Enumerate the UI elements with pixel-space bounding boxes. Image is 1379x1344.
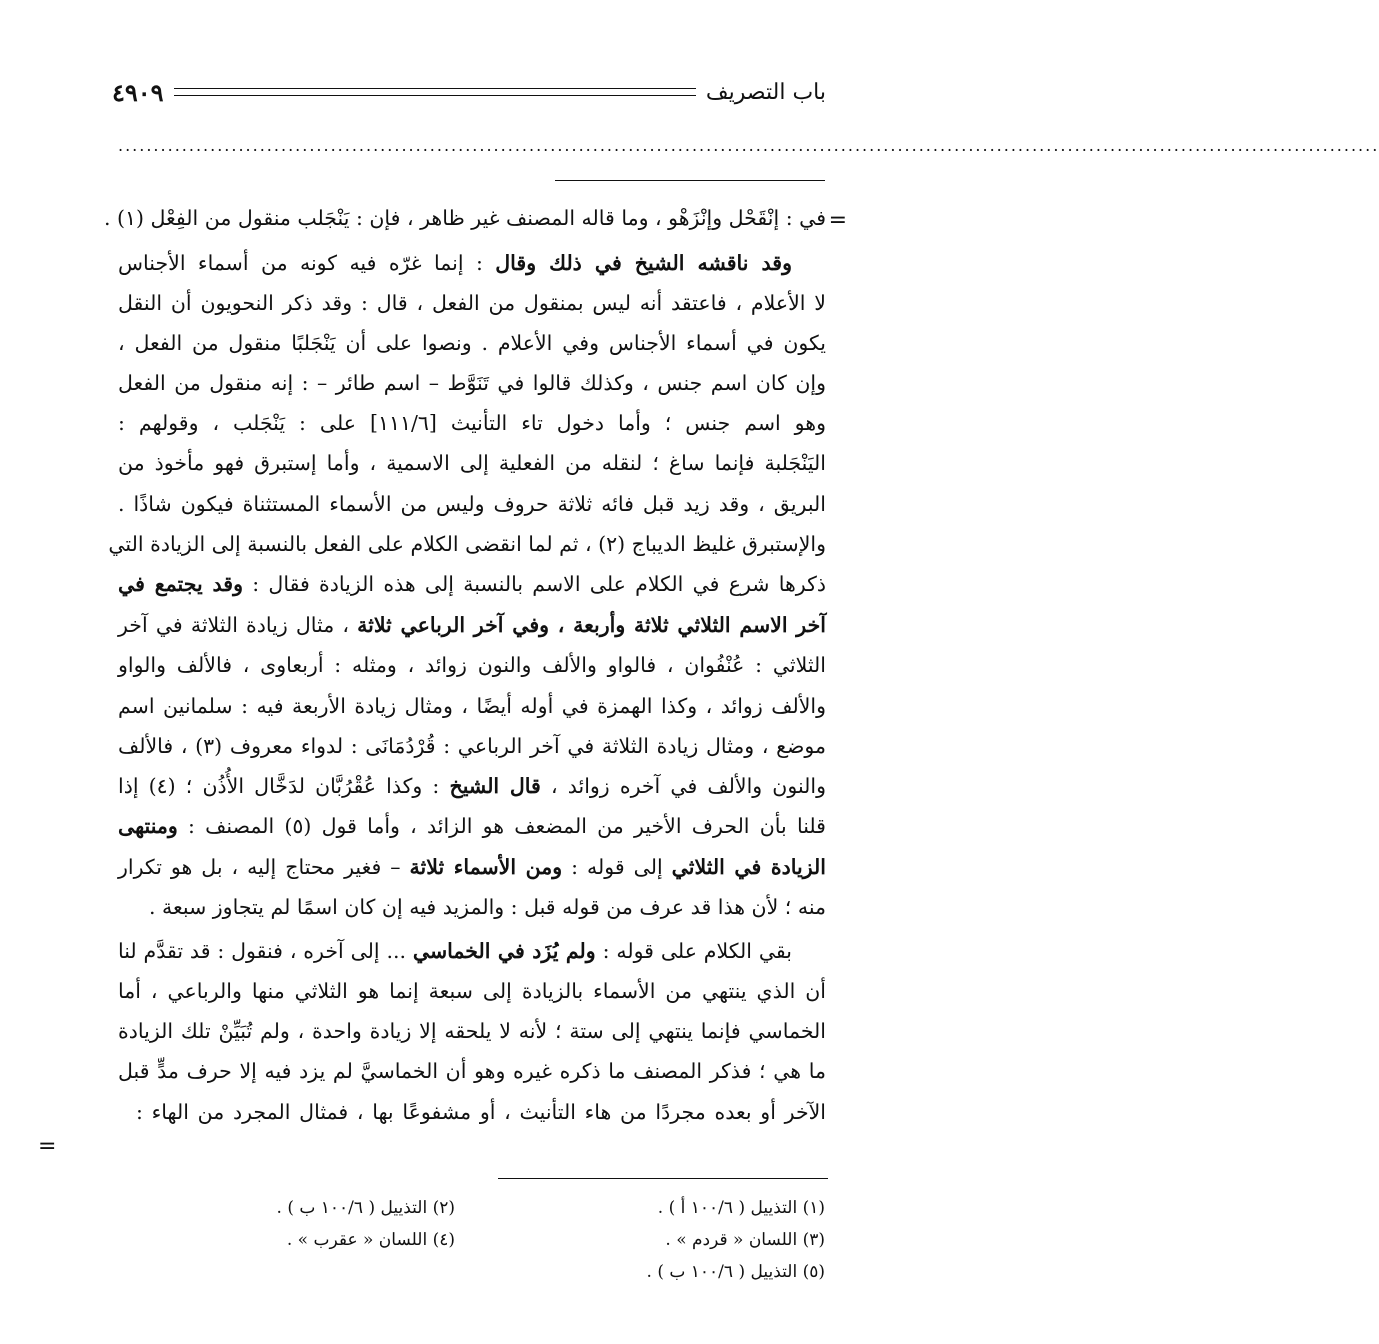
text-line: منه ؛ لأن هذا قد عرف من قوله قبل : والمزيد فيه إن كان اسمًا لم يتجاوز سبعة . bbox=[148, 895, 826, 919]
text-line: ما هي ؛ فذكر المصنف ما ذكره غيره وهو أن الخماسيَّ لم يزد فيه إلا حرف مدٍّ قبل bbox=[118, 1059, 826, 1083]
text-line: البريق ، وقد زيد قبل فائه ثلاثة حروف وليس من الأسماء المستثناة فيكون شاذًا . bbox=[118, 492, 826, 516]
text-line: الخماسي فإنما ينتهي إلى ستة ؛ لأنه لا يلحقه إلا زيادة واحدة ، ولم تُبَيِّنْ تلك الزيادة bbox=[118, 1019, 826, 1043]
text-line: والألف زوائد ، وكذا الهمزة في أوله أيضًا ، ومثال زيادة الأربعة فيه : سلمانين اسم bbox=[118, 694, 826, 718]
footnote-rule bbox=[498, 1178, 828, 1179]
footnote: (٥) التذييل ( ١٠٠/٦ ب ) . bbox=[646, 1262, 825, 1282]
header-double-rule bbox=[174, 88, 696, 96]
text-line: موضع ، ومثال زيادة الثلاثة في آخر الرباعي : قُرْدُمَانَى : لدواء معروف (٣) ، فالألف bbox=[118, 734, 826, 758]
text-line: ذكرها شرع في الكلام على الاسم بالنسبة إلى هذه الزيادة فقال : وقد يجتمع في bbox=[118, 572, 826, 596]
text-line: والنون والألف في آخره زوائد ، قال الشيخ : وكذا عُقْرُبَّان لدَخَّال الأُذُن ؛ (٤) إذا bbox=[118, 774, 826, 798]
text-line: اليَنْجَلبة فإنما ساغ ؛ لنقله من الفعلية إلى الاسمية ، وأما إستبرق فهو مأخوذ من bbox=[118, 451, 826, 475]
continuation-rule bbox=[555, 180, 825, 181]
text-line: والإستبرق غليظ الديباج (٢) ، ثم لما انقضى الكلام على الفعل بالنسبة إلى الزيادة التي bbox=[108, 532, 826, 556]
text-line: في : إنْقَحْل وإنْزَهْو ، وما قاله المصنف غير ظاهر ، فإن : يَنْجَلب منقول من الفِعْل (١) . bbox=[103, 206, 826, 230]
page-number: ٤٩٠٩ bbox=[112, 77, 164, 107]
text-line: أن الذي ينتهي من الأسماء بالزيادة إلى سبعة إنما هو الثلاثي منها والرباعي ، أما bbox=[118, 979, 826, 1003]
text-line: وقد ناقشه الشيخ في ذلك وقال : إنما غرّه فيه كونه من أسماء الأجناس bbox=[118, 251, 793, 275]
text-line: آخر الاسم الثلاثي ثلاثة وأربعة ، وفي آخر الرباعي ثلاثة ، مثال زيادة الثلاثة في آخر bbox=[118, 613, 826, 637]
chapter-title: باب التصريف bbox=[705, 79, 826, 105]
dotted-separator: .................................................................................................................................................................................. bbox=[118, 136, 1379, 155]
running-header bbox=[112, 74, 826, 110]
footnote: (١) التذييل ( ١٠٠/٦ أ ) . bbox=[657, 1198, 825, 1218]
text-line: وهو اسم جنس ؛ وأما دخول تاء التأنيث [١١١/٦] على : يَنْجَلب ، وقولهم : bbox=[118, 411, 826, 435]
text-line: الثلاثي : عُنْفُوان ، فالواو والألف والنون زوائد ، ومثله : أربعاوى ، فالألف والواو bbox=[118, 653, 826, 677]
footnote: (٢) التذييل ( ١٠٠/٦ ب ) . bbox=[276, 1198, 455, 1218]
text-line: الزيادة في الثلاثي إلى قوله : ومن الأسماء ثلاثة – فغير محتاج إليه ، بل هو تكرار bbox=[118, 855, 826, 879]
text-line: يكون في أسماء الأجناس وفي الأعلام . ونصوا على أن يَنْجَلبًا منقول من الفعل ، bbox=[118, 331, 826, 355]
text-line: بقي الكلام على قوله : ولم يُزَد في الخماسي ... إلى آخره ، فنقول : قد تقدَّم لنا bbox=[118, 939, 792, 963]
footnote: (٣) اللسان « قردم » . bbox=[665, 1230, 825, 1250]
text-line: لا الأعلام ، فاعتقد أنه ليس بمنقول من الفعل ، قال : وقد ذكر النحويون أن النقل bbox=[118, 291, 826, 315]
continuation-mark-start: = bbox=[828, 208, 847, 233]
footnote: (٤) اللسان « عقرب » . bbox=[286, 1230, 455, 1250]
text-line: قلنا بأن الحرف الأخير من المضعف هو الزائد ، وأما قول (٥) المصنف : ومنتهى bbox=[118, 814, 826, 838]
continuation-mark-end: = bbox=[38, 1134, 57, 1159]
text-line: وإن كان اسم جنس ، وكذلك قالوا في تَنَوَّط – اسم طائر – : إنه منقول من الفعل bbox=[118, 371, 826, 395]
text-line: الآخر أو بعده مجردًا من هاء التأنيث ، أو مشفوعًا بها ، فمثال المجرد من الهاء : bbox=[136, 1100, 826, 1124]
